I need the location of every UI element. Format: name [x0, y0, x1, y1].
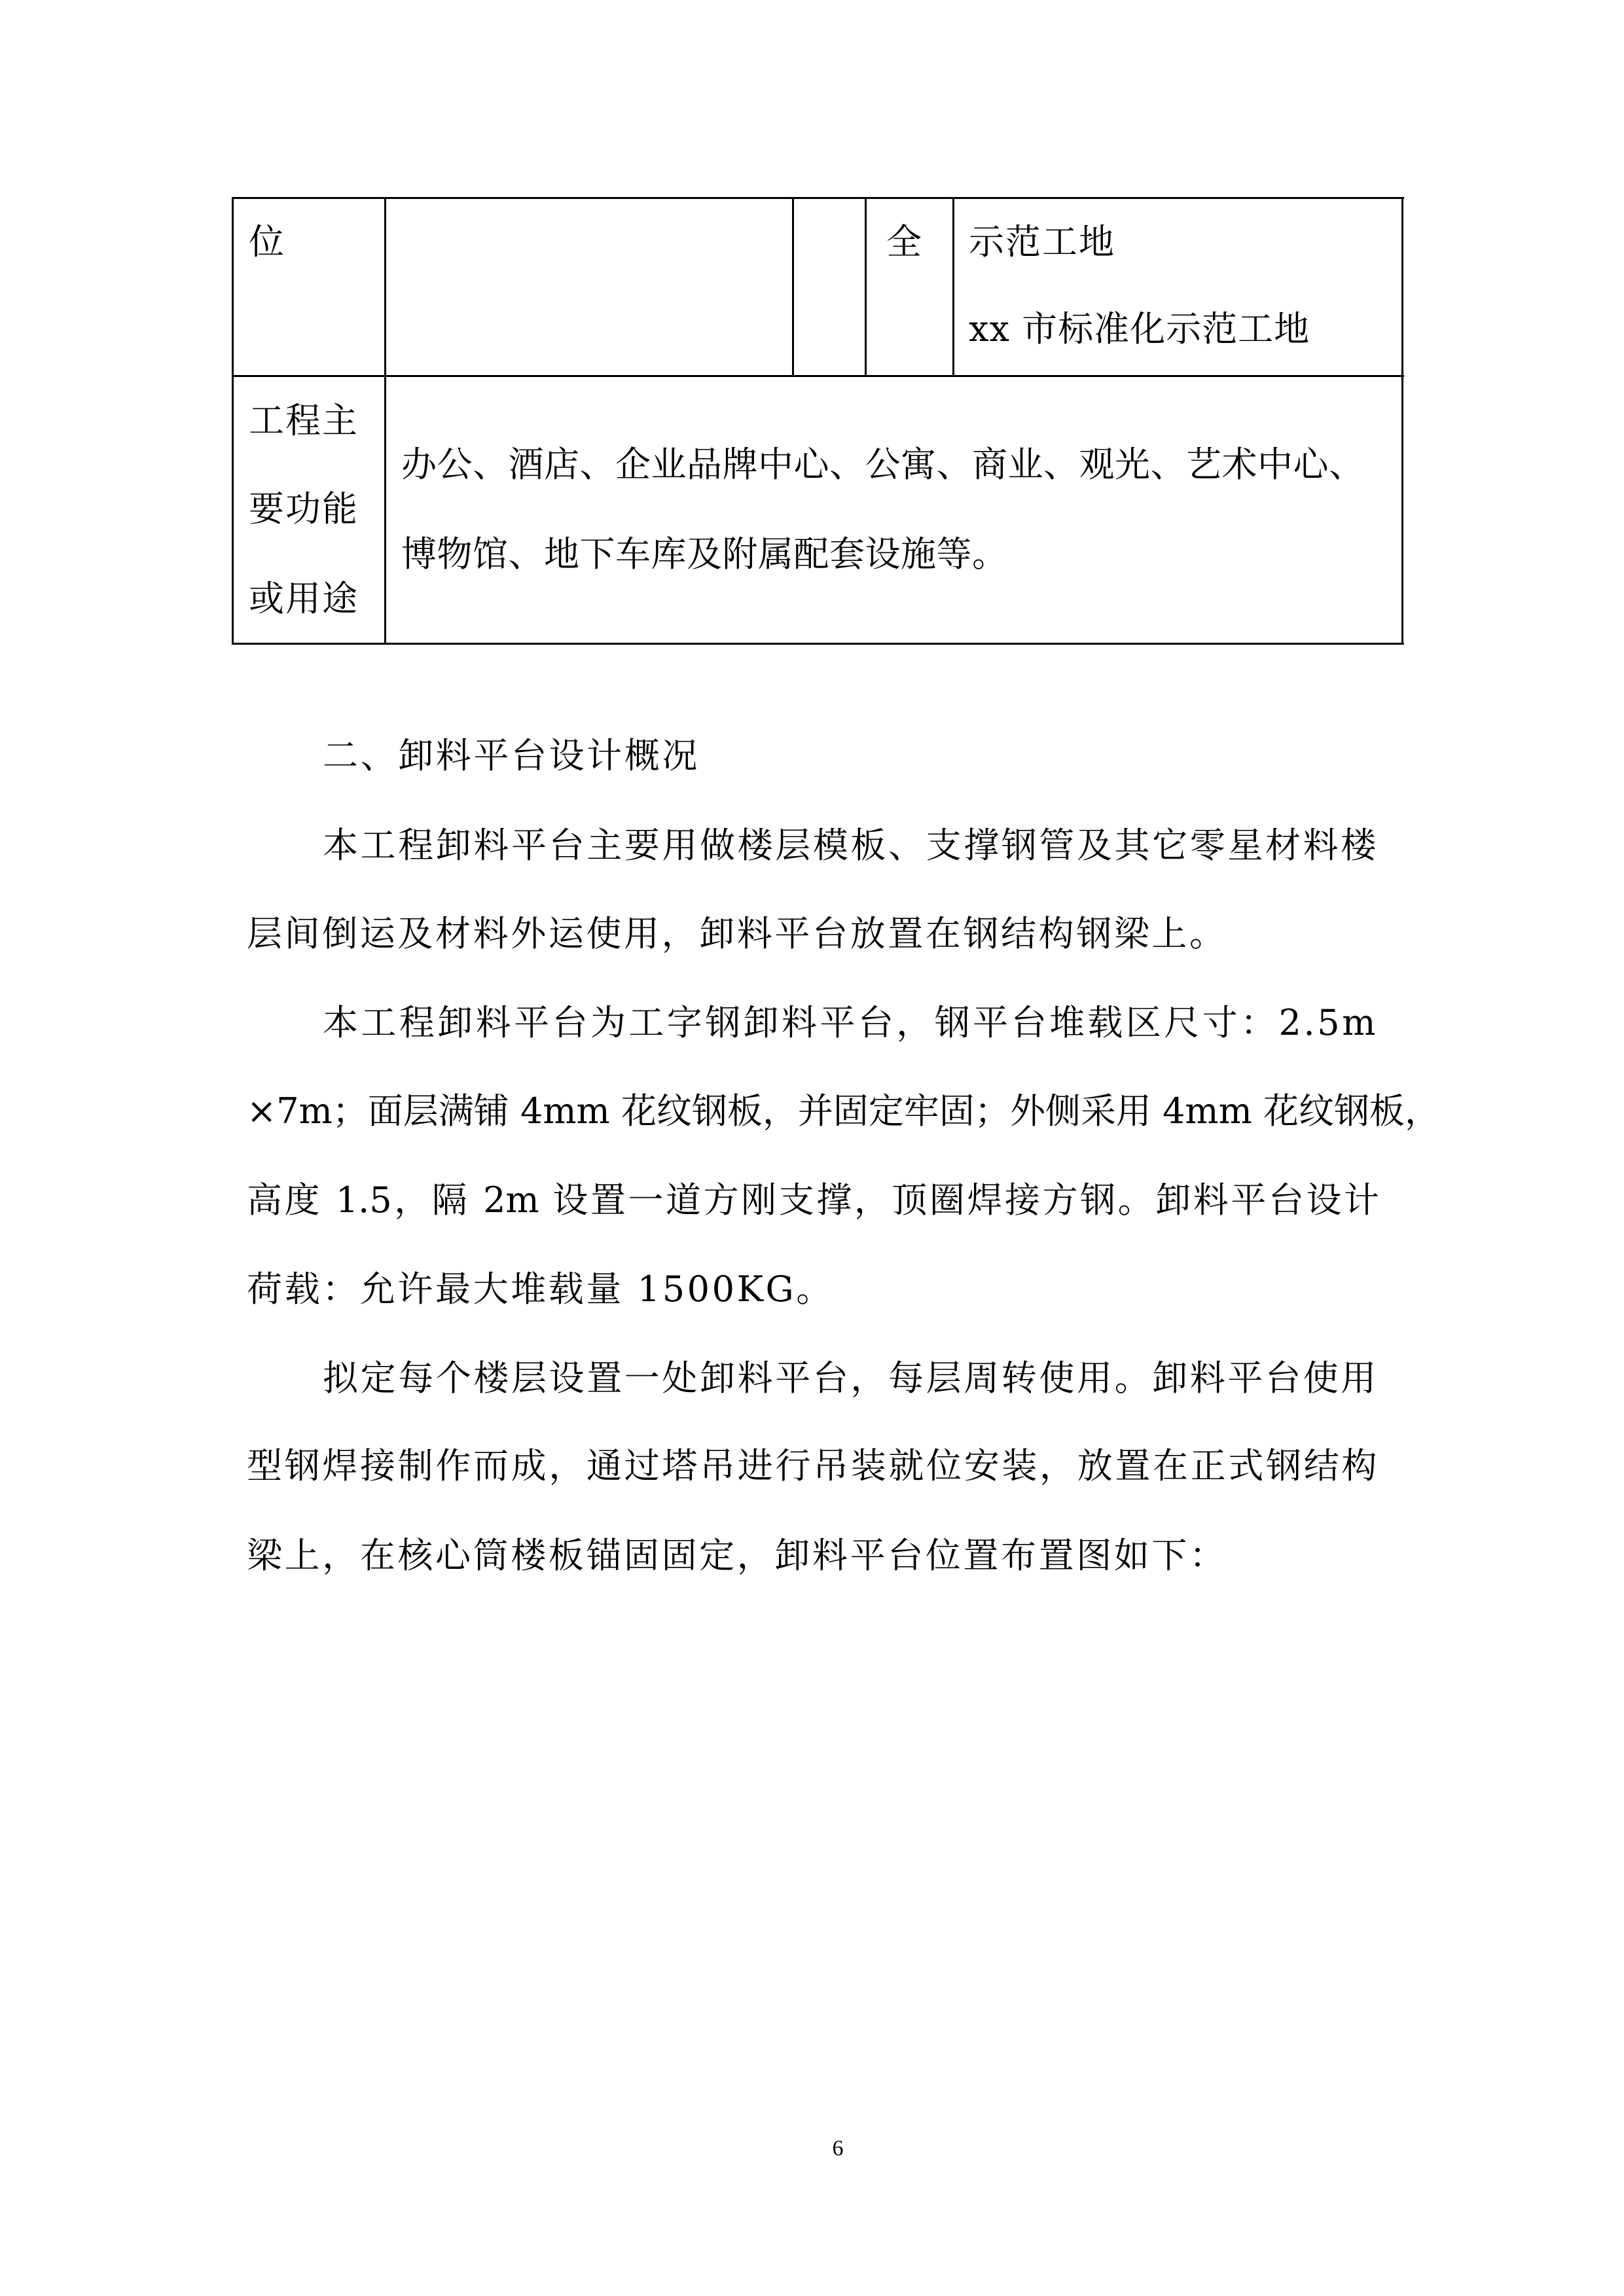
table-row-divider — [232, 375, 1404, 377]
row1-col5-line-1: 示范工地 — [969, 221, 1115, 262]
table-border-bottom — [232, 643, 1404, 645]
row2-label-line-3: 或用途 — [249, 578, 359, 619]
paragraph-2-line-1: 本工程卸料平台为工字钢卸料平台，钢平台堆载区尺寸：2.5m — [323, 1002, 1378, 1043]
row2-content-line-1: 办公、酒店、企业品牌中心、公寓、商业、观光、艺术中心、 — [401, 444, 1365, 485]
row1-col4-value: 全 — [886, 221, 923, 262]
paragraph-1-line-1: 本工程卸料平台主要用做楼层模板、支撑钢管及其它零星材料楼 — [323, 825, 1379, 866]
paragraph-2-line-3: 高度 1.5，隔 2m 设置一道方刚支撑，顶圈焊接方钢。卸料平台设计 — [247, 1179, 1379, 1221]
paragraph-2-line-4: 荷载：允许最大堆载量 1500KG。 — [247, 1268, 834, 1310]
project-info-table — [232, 197, 1402, 643]
table-col-divider-3 — [865, 197, 867, 376]
row1-col5-line-2: xx 市标准化示范工地 — [969, 308, 1310, 350]
table-col-divider-2 — [792, 197, 794, 376]
table-border-right — [1401, 197, 1403, 645]
table-col-divider-4 — [952, 197, 954, 376]
paragraph-1-line-2: 层间倒运及材料外运使用，卸料平台放置在钢结构钢梁上。 — [247, 913, 1227, 954]
page-number: 6 — [832, 2136, 844, 2161]
table-border-left — [232, 197, 234, 645]
table-border-top — [232, 197, 1404, 199]
paragraph-3-line-2: 型钢焊接制作而成，通过塔吊进行吊装就位安装，放置在正式钢结构 — [247, 1445, 1379, 1486]
row2-label-line-2: 要功能 — [249, 488, 359, 529]
row2-label-line-1: 工程主 — [249, 400, 359, 441]
paragraph-3-line-1: 拟定每个楼层设置一处卸料平台，每层周转使用。卸料平台使用 — [323, 1357, 1379, 1399]
row1-label: 位 — [249, 221, 285, 262]
row2-content-line-2: 博物馆、地下车库及附属配套设施等。 — [401, 533, 1008, 575]
paragraph-3-line-3: 梁上，在核心筒楼板锚固固定，卸料平台位置布置图如下： — [247, 1535, 1227, 1576]
table-col-divider-1 — [384, 197, 386, 645]
paragraph-2-line-2: ×7m；面层满铺 4mm 花纹钢板，并固定牢固；外侧采用 4mm 花纹钢板， — [247, 1090, 1440, 1132]
section-heading: 二、卸料平台设计概况 — [323, 735, 700, 776]
